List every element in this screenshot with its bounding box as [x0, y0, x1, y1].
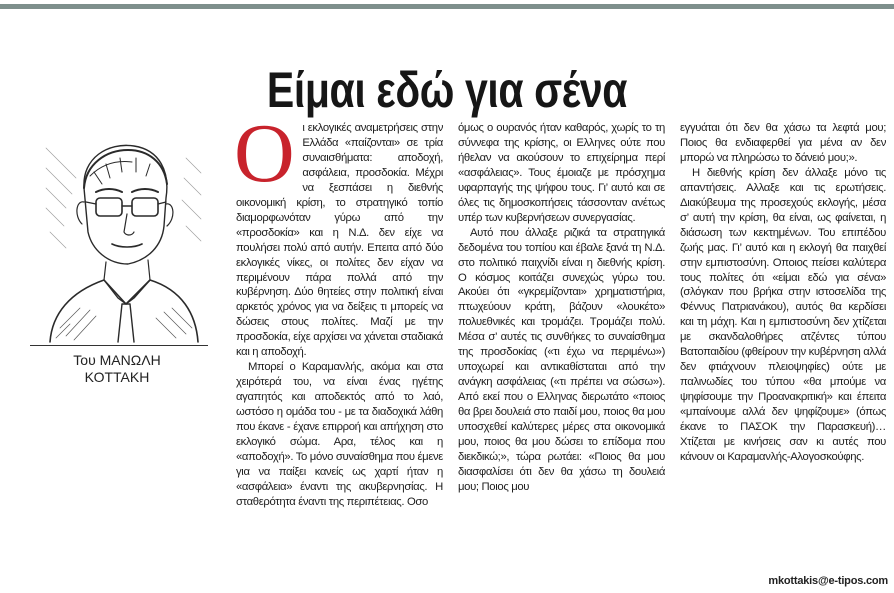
paragraph: εγγυάται ότι δεν θα χάσω τα λεφτά μου; Ποιος θα ενδιαφερθεί για μένα αν δεν μπορώ να πληρώσω το δάνειό μου;». [680, 122, 886, 164]
drop-cap: Ο [234, 107, 295, 200]
byline [28, 128, 218, 386]
headline: Είμαι εδώ για σένα [266, 61, 628, 118]
column-1 [234, 107, 443, 510]
author-portrait [36, 128, 206, 343]
paragraph: όμως ο ουρανός ήταν καθαρός, χωρίς το τη σύννεφα της κρίσης, οι Ελληνες ούτε που ήθελαν να ακούσουν το επιχείρημα περί «ασφάλειας». Τους έμοιαζε με πρόσχημα υφαρπαγής της ψήφου τους. Γι’ αυτό και σε όλες τις δημοσκοπήσεις τάσσονταν ανέτως υπέρ των κυβερνήσεων συνεργασίας. [458, 122, 665, 224]
top-rule [0, 4, 894, 9]
author-line-1: Του ΜΑΝΩΛΗ [73, 352, 161, 368]
column-3 [680, 121, 886, 465]
author-credit [28, 352, 206, 386]
paragraph: Αυτό που άλλαξε ριζικά τα στρατηγικά δεδομένα του τοπίου και έβαλε ξανά τη Ν.Δ. στο πολιτικό παιχνίδι είναι η διεθνής κρίση. Ο κόσμος κοιτάζει συνεχώς γύρω του. Ακούει ότι «γκρεμίζονται» χρηματιστήρια, πτωχεύουν κράτη, βάζουν «λουκέτο» πολυεθνικές και τρομάζει. Τρομάζει πολύ. Μέσα σ’ αυτές τις συνθήκες το συναίσθημα της προσδοκίας («τι έχω να περιμένω») υποχωρεί και αντικαθίσταται από την ανάγκη ασφάλειας («τι πρέπει να σώσω»). Από εκεί που ο Ελληνας διερωτάτο «ποιος θα βρει δουλειά στο παιδί μου, ποιος θα μου υποσχεθεί καλύτερες μέρες στα οικονομικά μου, ποιος θα μου δώσει το επίδομα που διεκδικώ;», τώρα ρωτάει: «Ποιος θα μου διασφαλίσει ότι δεν θα χάσω τη δουλειά μου; Ποιος μου [458, 226, 665, 493]
author-rule [30, 345, 208, 346]
paragraph: Μπορεί ο Καραμανλής, ακόμα και στα χειρότερά του, να είναι ένας ηγέτης αγαπητός και αποδεκτός από το λαό, ωστόσο η ομάδα του - με τα διαδοχικά λάθη που έκανε - έχανε επιρροή και απήχηση στο εκλογικό σώμα. Αρα, τέλος και η «αποδοχή». Το μόνο συναίσθημα που έμενε για να παίξει κανείς ως χαρτί ήταν η «ασφάλεια» έναντι της ακυβερνησίας. Η σταθερότητα έναντι της περιπέτειας. Οσο [236, 361, 443, 508]
author-line-2: ΚΟΤΤΑΚΗ [84, 369, 150, 385]
paragraph: Η διεθνής κρίση δεν άλλαξε μόνο τις απαντήσεις. Αλλαξε και τις ερωτήσεις. Διακύβευμα της προσεχούς εκλογής, μέσα σ’ αυτή την κρίση, θα είναι, ως φαίνεται, η διάσωση των κεκτημένων. Του επιπέδου ζωής μας. Γι’ αυτό και η εκλογή θα παιχθεί στην εμπιστοσύνη. Οποιος πείσει καλύτερα τους πολίτες ότι «είμαι εδώ για σένα» (σλόγκαν που βρήκα στην ιστοσελίδα της Φέννυς Πατριανάκου), αυτός θα κερδίσει και τη μάχη. Και η εμπιστοσύνη δεν χτίζεται με σκανδαλοθήρες ατζέντες τύπου Βατοπαιδίου (φθείρουν την κυβέρνηση αλλά δεν φτιάχνουν πλειοψηφίες) ούτε με παλινωδίες του τύπου «θα μπούμε να ψηφίσουμε την Προανακριτική» και έπειτα «μπαίνουμε αλλά δεν ψηφίζουμε» (όπως έκανε το ΠΑΣΟΚ την Παρασκευή)… Χτίζεται με κινήσεις σαν κι αυτές που κάνουν οι Καραμανλής-Αλογοσκούφης. [680, 166, 886, 463]
column-2 [458, 121, 665, 495]
author-email: mkottakis@e-tipos.com [768, 575, 888, 587]
paragraph: ι εκλογικές αναμετρήσεις στην Ελλάδα «παίζονται» σε τρία συναισθήματα: αποδοχή, ασφάλεια, προσδοκία. Μέχρι να ξεσπάσει η διεθνής οικονομική κρίση, το στρατηγικό τοπίο διαμορφωνόταν γύρω από την «προσδοκία» και η Ν.Δ. δεν είχε να πουλήσει πολύ από αυτήν. Επειτα από δύο εκλογικές νίκες, οι πολίτες δεν είχαν να περιμένουν πάρα πολλά από την κυβέρνηση. Δύο θητείες στην πολιτική είναι αρκετός χρόνος για να δείξεις τι μπορείς να δώσεις στους πολίτες. Μαζί με την προσδοκία, είχε αρχίσει να χάνεται σταδιακά και η αποδοχή. [236, 122, 443, 359]
